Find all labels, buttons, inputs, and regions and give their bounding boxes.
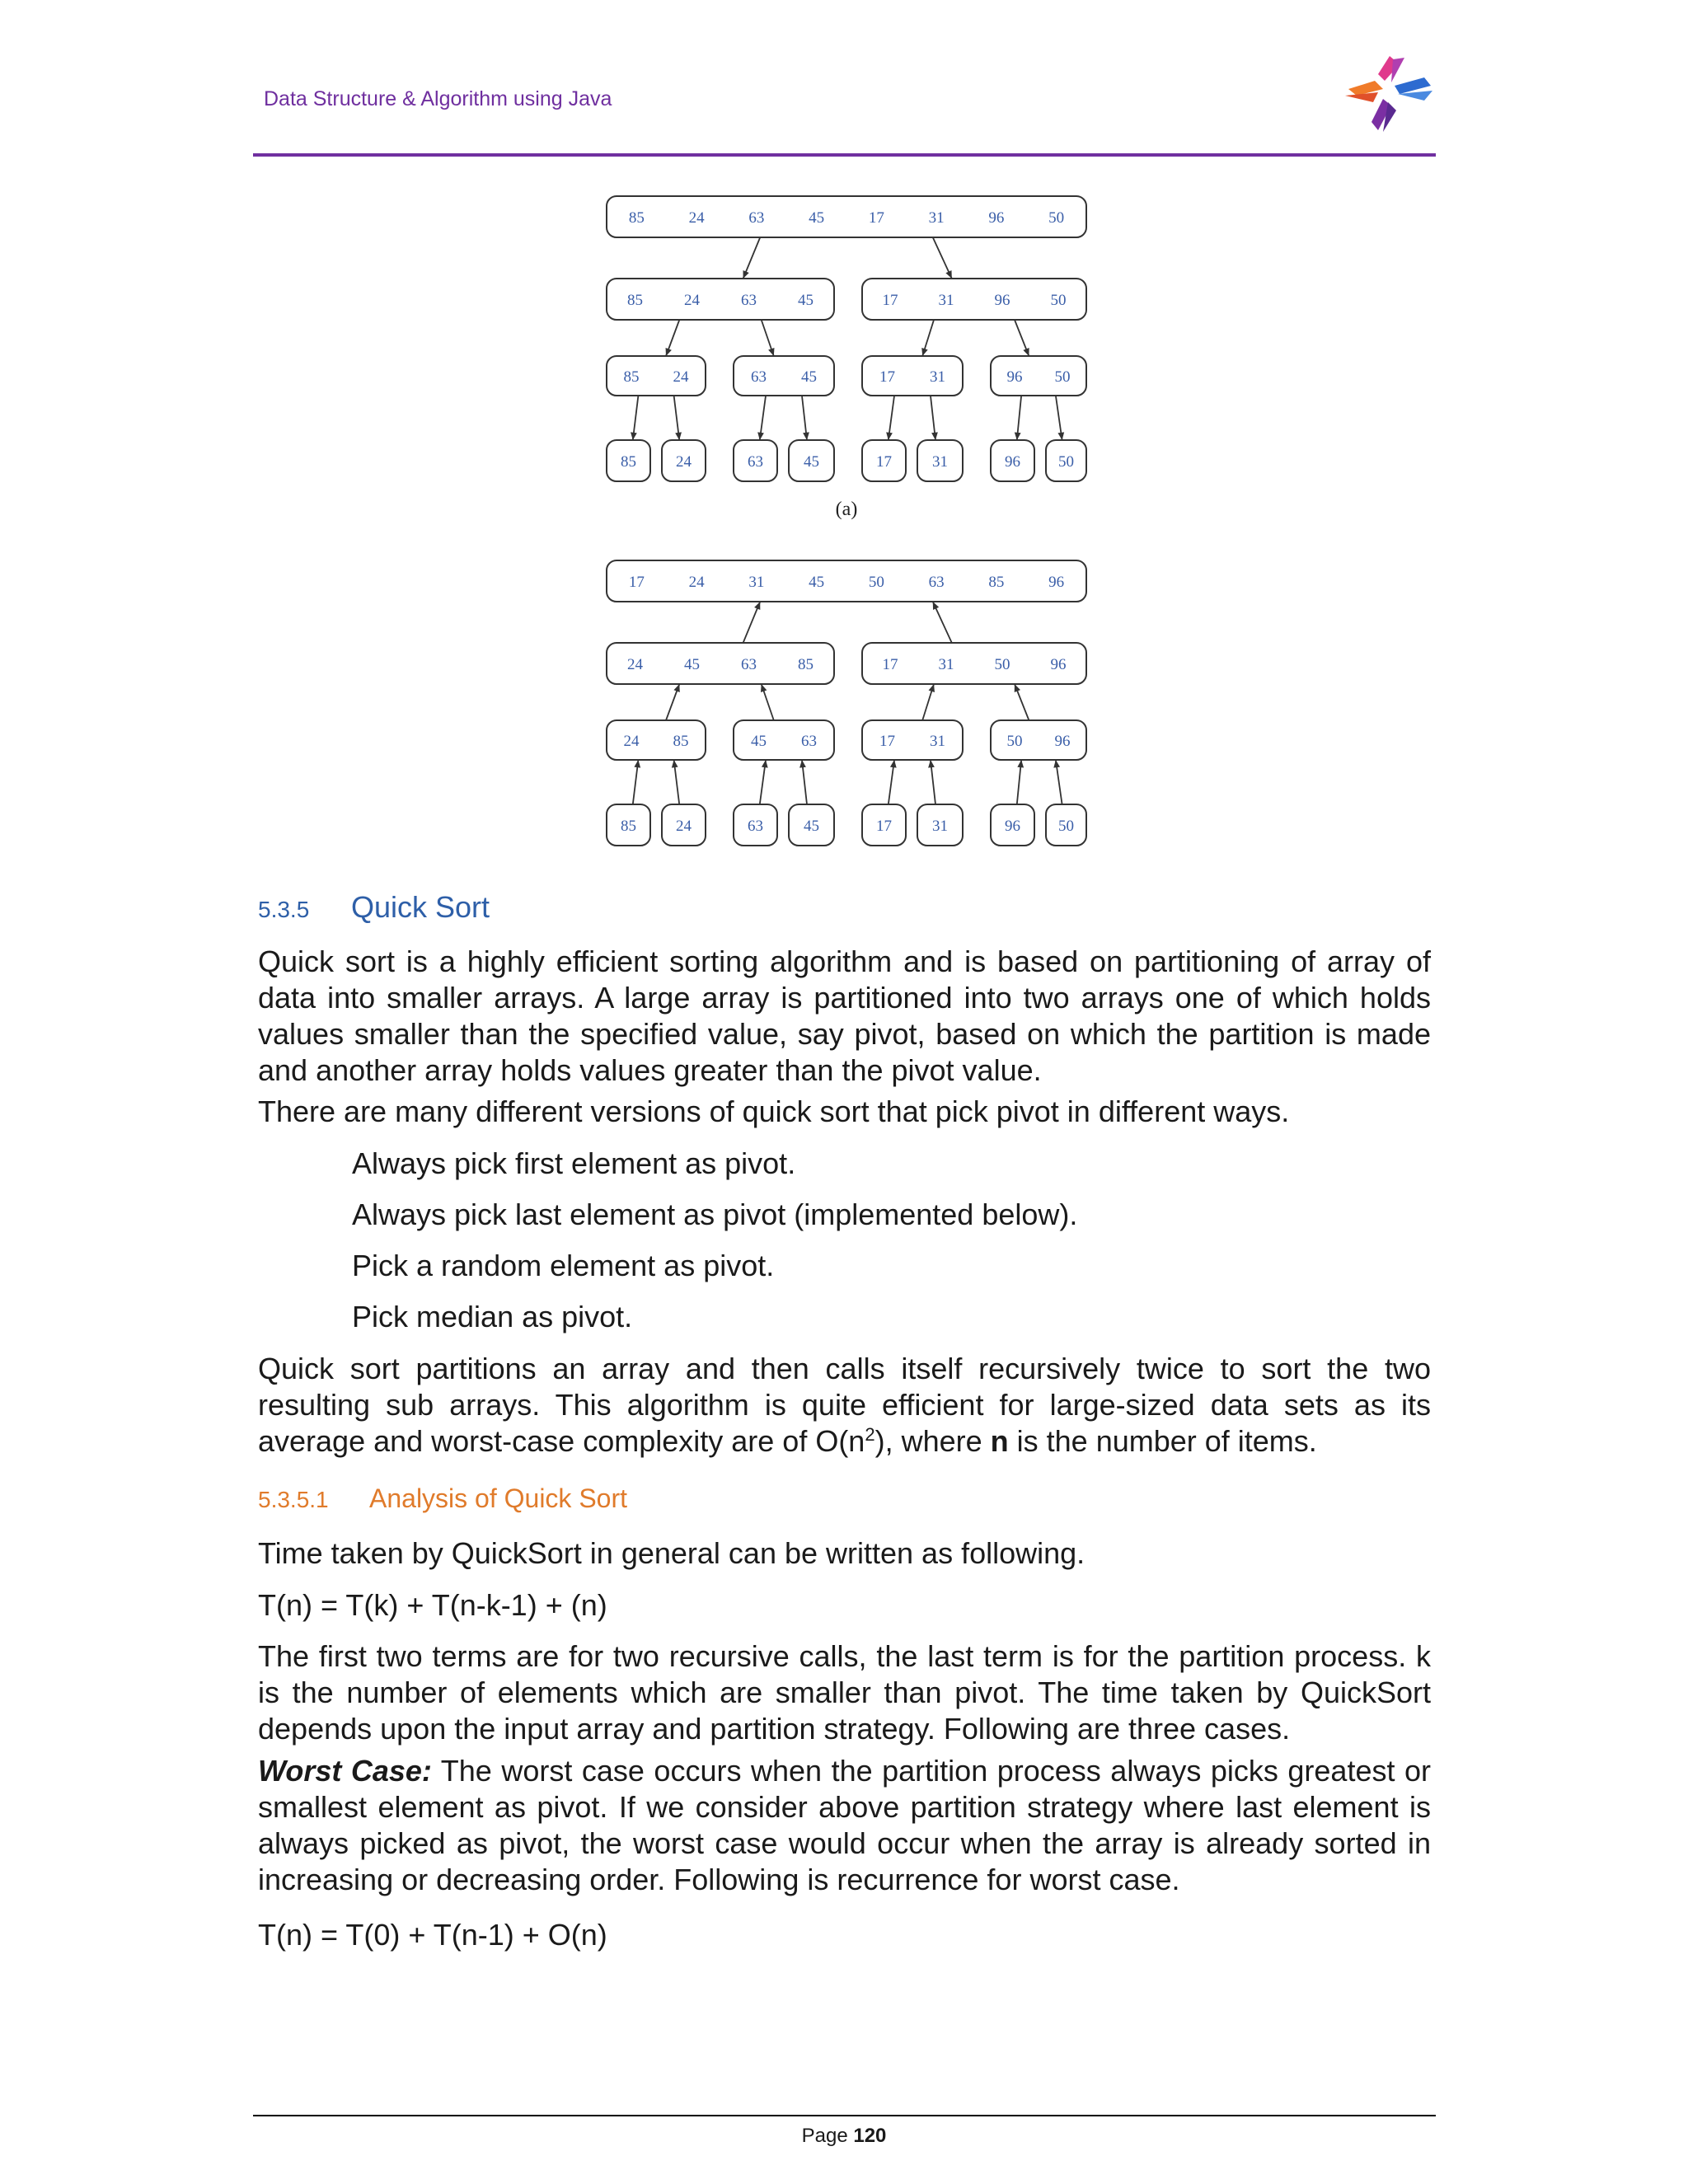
tree-b-arrowhead [672,760,678,768]
tree-b-arrowhead [761,684,767,692]
tree-b-node-value: 31 [938,656,954,673]
tree-a-node-box [607,356,706,396]
tree-b-arrowhead [1053,760,1060,768]
paragraph-intro: Quick sort is a highly efficient sorting algorithm and is based on partitioning of array of data into smaller arrays. A large array is partitioned into two arrays one of which holds values smaller than the specified value, say pivot, based on which the partition is made and another array holds values greater than the pivot value. [258,944,1431,1087]
tree-b-node-value: 63 [801,733,817,750]
tree-b-node-box [734,720,834,760]
header-divider [253,153,1436,157]
publisher-logo-icon [1342,53,1434,135]
tree-b-arrowhead [762,760,768,768]
list-item: Always pick last element as pivot (implemented below). [352,1197,1078,1231]
tree-a-node-value: 96 [1006,368,1023,386]
tree-a-node-value: 45 [809,209,825,227]
tree-a-node-value: 24 [684,292,700,309]
header-title: Data Structure & Algorithm using Java [264,87,612,110]
tree-a-arrowhead [675,432,682,440]
tree-b-node-box [991,720,1086,760]
tree-a-arrowhead [631,432,637,440]
tree-a-arrowhead [666,348,672,356]
tree-b-node-box [862,720,963,760]
formula-worst-case: T(n) = T(0) + T(n-1) + O(n) [258,1918,607,1952]
tree-a-node-value: 31 [932,453,948,471]
list-item: Always pick first element as pivot. [352,1146,796,1180]
tree-a-node-box [991,356,1086,396]
tree-a-arrowhead [757,432,764,440]
tree-b-node-value: 17 [882,656,898,673]
tree-b-arrowhead [673,684,679,692]
tree-a-node-value: 63 [748,453,763,471]
paragraph-versions: There are many different versions of quick sort that pick pivot in different ways. [258,1094,1290,1128]
page-number: 120 [853,2125,887,2147]
paragraph-terms: The first two terms are for two recursive calls, the last term is for the partition process. k is the number of elements which are smaller than pivot. The time taken by QuickSort depends upon the input array and partition strategy. Following are three cases. [258,1639,1431,1746]
tree-b-node-value: 63 [741,656,757,673]
figure-caption: (a) [835,499,858,520]
tree-a-node-value: 31 [928,209,945,227]
tree-b-arrowhead [929,684,935,692]
tree-a-node-box [734,356,834,396]
tree-b-node-value: 24 [688,574,705,591]
tree-a-node-value: 17 [868,209,884,227]
tree-a-arrowhead [1057,432,1064,440]
tree-a-node-value: 31 [930,368,945,386]
tree-b-node-value: 24 [627,656,643,673]
tree-b-node-value: 96 [1050,656,1067,673]
formula-general: T(n) = T(k) + T(n-k-1) + (n) [258,1588,607,1622]
tree-b-node-value: 31 [748,574,765,591]
tree-a-node-value: 50 [1048,209,1065,227]
tree-a-node-value: 63 [748,209,765,227]
merge-sort-figure [600,186,1095,862]
tree-a-node-value: 50 [1058,453,1074,471]
tree-a-node-value: 85 [621,453,636,471]
subsection-title: Analysis of Quick Sort [369,1483,627,1513]
tree-b-arrowhead [754,602,760,610]
tree-b-node-value: 85 [798,656,814,673]
tree-a-arrowhead [886,432,893,440]
tree-a-node-value: 85 [628,209,645,227]
list-item: Pick median as pivot. [352,1300,633,1333]
tree-a-node-value: 85 [627,292,643,309]
tree-a-node-box [607,196,1086,237]
page-footer: Page 120 [801,2125,887,2147]
tree-b-node-value: 96 [1054,733,1071,750]
tree-b-node-value: 45 [809,574,825,591]
list-item: Pick a random element as pivot. [352,1249,775,1282]
tree-a-node-value: 17 [882,292,898,309]
tree-b-node-value: 17 [628,574,645,591]
tree-b-node-value: 50 [994,656,1010,673]
tree-b-node-value: 17 [876,818,892,835]
tree-a-node-value: 24 [688,209,705,227]
tree-b-arrowhead [890,760,897,768]
tree-b-node-value: 96 [1048,574,1065,591]
tree-a-arrowhead [743,270,749,279]
tree-a-arrowhead [1023,348,1029,356]
tree-b-node-value: 17 [879,733,895,750]
tree-b-arrowhead [1015,684,1020,692]
section-title: Quick Sort [351,890,490,924]
tree-a-node-value: 63 [751,368,767,386]
subsection-heading [258,1483,627,1514]
tree-a-node-value: 50 [1054,368,1071,386]
tree-b-node-value: 63 [748,818,763,835]
tree-a-arrowhead [768,348,774,356]
tree-b-node-value: 96 [1005,818,1020,835]
tree-a-node-value: 45 [804,453,819,471]
tree-b-node-value: 31 [930,733,945,750]
tree-b-node-value: 85 [621,818,636,835]
tree-a-node-value: 24 [676,453,692,471]
tree-a-node-box [862,356,963,396]
section-heading [258,890,490,925]
tree-a-arrowhead [921,348,927,356]
tree-a-node-value: 50 [1050,292,1067,309]
tree-a-node-value: 96 [988,209,1005,227]
tree-b-node-value: 85 [988,574,1005,591]
tree-a-node-value: 96 [994,292,1010,309]
tree-a-node-value: 45 [801,368,817,386]
tree-a-node-value: 45 [798,292,814,309]
tree-b-node-value: 85 [673,733,689,750]
tree-b-node-value: 50 [1006,733,1023,750]
tree-b-node-box [607,560,1086,602]
paragraph-worst-case: Worst Case: The worst case occurs when the partition process always picks greatest or smallest element as pivot. If we consider above partition strategy where last element is always picked as pivot, the worst case would occur when the array is already sorted in increasing or decreasing order. Following is recurrence for worst case. [258,1754,1432,1896]
paragraph-complexity: Quick sort partitions an array and then calls itself recursively twice to sort the two resulting sub arrays. This algorithm is quite efficient for large-sized data sets as its average and worst-case complexity are of $O(n^2)$, where n is the number of items. [258,1352,1431,1458]
section-number: 5.3.5 [258,897,310,922]
tree-a-node-value: 85 [623,368,640,386]
tree-a-node-value: 63 [741,292,757,309]
tree-b-node-value: 31 [932,818,948,835]
tree-b-node-value: 45 [804,818,819,835]
footer-divider [253,2115,1436,2116]
tree-a-node-value: 17 [879,368,895,386]
tree-b-node-value: 45 [684,656,700,673]
tree-a-node-value: 24 [673,368,689,386]
tree-b-node-value: 24 [676,818,692,835]
tree-a-node-value: 96 [1005,453,1020,471]
paragraph-time-taken: Time taken by QuickSort in general can be written as following. [258,1536,1085,1570]
tree-a-node-value: 31 [938,292,954,309]
tree-b-node-value: 45 [751,733,767,750]
tree-b-node-value: 63 [928,574,945,591]
subsection-number: 5.3.5.1 [258,1487,329,1512]
tree-b-node-value: 50 [1058,818,1074,835]
tree-b-node-value: 24 [623,733,640,750]
tree-b-arrowhead [634,760,640,768]
tree-a-node-value: 17 [876,453,892,471]
tree-b-node-value: 50 [868,574,884,591]
tree-b-node-box [607,720,706,760]
